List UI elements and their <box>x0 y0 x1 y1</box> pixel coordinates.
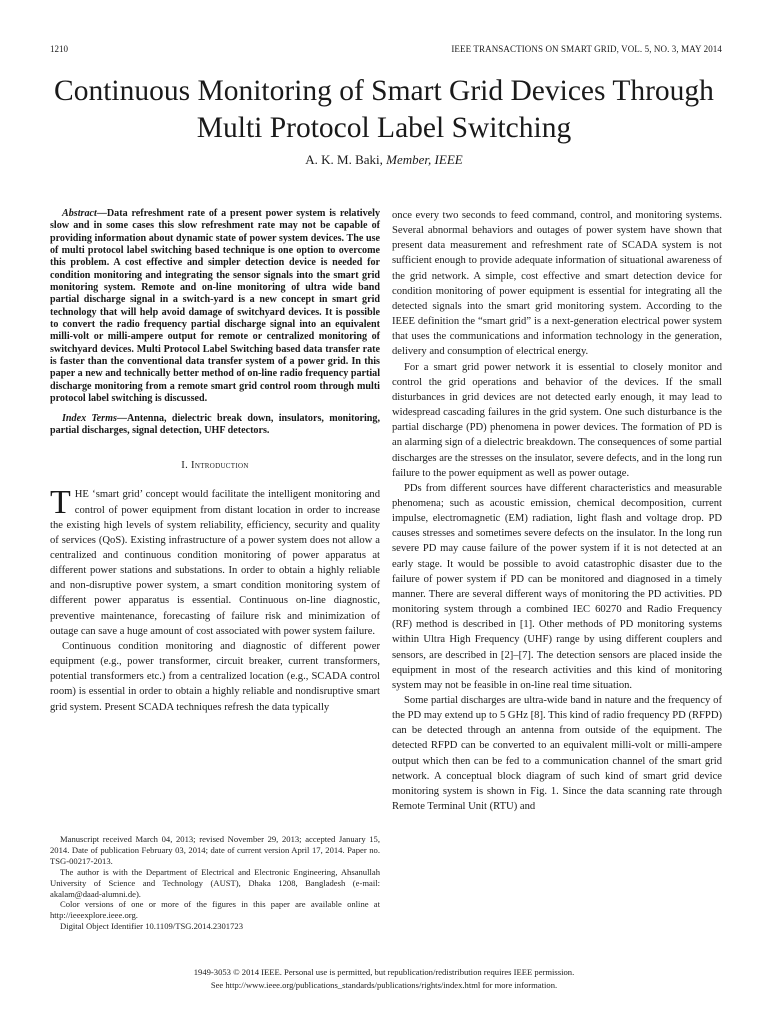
author-name: A. K. M. Baki, <box>305 152 383 167</box>
section-heading <box>50 458 380 473</box>
journal-header: IEEE TRANSACTIONS ON SMART GRID, VOL. 5, NO. 3, MAY 2014 <box>451 44 722 54</box>
copyright-notice <box>0 966 768 991</box>
right-paragraph-2: For a smart grid power network it is essential to closely monitor and control the grid operations and behavior of the devices. If the small disturbances in grid devices are not detected early enough, it may lead to widespread cascading failures in the grid system. One such disturbance is the partial discharge (PD) phenomena in power devices. The formation of PD is an alarming sign of a dielectric breakdown. The consequences of some partial discharges are the stresses on the insulator, severe defects, and in the long run failure to the power equipment as well as power outage. <box>392 361 722 479</box>
footnote-doi: Digital Object Identifier 10.1109/TSG.2014.2301723 <box>60 921 243 932</box>
section-number: I. <box>181 460 189 472</box>
page-number: 1210 <box>50 44 68 54</box>
index-terms <box>50 413 380 438</box>
author-line <box>0 152 768 168</box>
paper-title: Continuous Monitoring of Smart Grid Devices Through Multi Protocol Label Switching <box>54 75 714 144</box>
left-column <box>50 208 380 715</box>
right-paragraph-3: PDs from different sources have different characteristics and measurable phenomena; such as acoustic emission, chemical decomposition, current impulse, electromagnetic (EM) radiation, light flash and voltage drop. PD causes stresses and sometimes severe defects on the insulator. In the long run severe PD may cause failure of the power system if it is not detected at an early stage. It would be possible to avoid catastrophic disaster due to the failure of power system if PD can be monitored and diagnosed in a timely manner. There are several different ways of monitoring the PD activities. PD monitoring system through a combined IEC 60270 and Radio Frequency (RF) method is described in [1]. Other methods of PD monitoring systems within Ultra High Frequency (UHF) range by using different couplers and sensors, are described in [2]–[7]. The detection sensors are placed inside the equipment in most of the research activities and this kind of monitoring system may not be feasible in on-line real time situation. <box>392 482 722 691</box>
author-affiliation: Member, IEEE <box>386 152 463 167</box>
copyright-line-1: 1949-3053 © 2014 IEEE. Personal use is permitted, but republication/redistribution requires IEEE permission. <box>193 967 575 977</box>
copyright-line-2: See http://www.ieee.org/publications_standards/publications/rights/index.html for more information. <box>210 979 558 990</box>
intro-p1-text: HE ‘smart grid’ concept would facilitate the intelligent monitoring and control of power equipment from distant location in order to increase the existing high levels of system reliability, efficiency, security and quality of services (QoS). Existing infrastructure of a power system does not allow a centralized and continuous condition monitoring of power apparatus at different power stations and substations. In order to obtain a highly reliable and non-disruptive power system, a smart condition monitoring system of different power apparatus is essential. Continuous on-line diagnostic, preventive maintenance, forecasting of failure risk and minimization of outage can save a huge amount of cost associated with power system failure. <box>50 489 380 637</box>
intro-paragraph-2: Continuous condition monitoring and diagnostic of different power equipment (e.g., power transformer, circuit breaker, current transformers, potential transformers etc.) from a centralized location (e.g., SCADA control room) is essential in order to obtain a highly reliable and nondisruptive smart grid system. Present SCADA techniques refresh the data typically <box>50 640 380 713</box>
index-terms-text: —Antenna, dielectric break down, insulators, monitoring, partial discharges, signal detection, UHF detectors. <box>50 412 380 436</box>
right-column <box>392 208 722 814</box>
right-paragraph-4: Some partial discharges are ultra-wide band in nature and the frequency of the PD may extend up to 5 GHz [8]. This kind of radio frequency PD (RFPD) can be detected through an antenna from outside of the equipment. The detected RFPD can be converted to an equivalent milli-volt or milli-ampere output which then can be fed to a communication channel of the smart grid network. A conceptual block diagram of such kind of smart grid device monitoring system is shown in Fig. 1. Since the data scanning rate through Remote Terminal Unit (RTU) and <box>392 695 722 813</box>
footnote-author: The author is with the Department of Electrical and Electronic Engineering, Ahsanullah University of Science and Technology (AUST), Dhaka 1208, Bangladesh (e-mail: akalam@daad-alumni.de). <box>50 866 380 899</box>
abstract <box>50 208 380 406</box>
intro-paragraph-1 <box>50 484 380 639</box>
footnote-manuscript: Manuscript received March 04, 2013; revised November 29, 2013; accepted January 15, 2014. Date of publication February 03, 2014; date of current version April 17, 2014. Paper no. TSG-00217-2013. <box>50 834 380 866</box>
footnotes <box>50 834 380 932</box>
footnote-color: Color versions of one or more of the figures in this paper are available online at http://ieeexplore.ieee.org. <box>50 899 380 921</box>
drop-cap: T <box>50 484 71 522</box>
right-paragraph-1: once every two seconds to feed command, control, and monitoring systems. Several abnormal behaviors and outages of power system have shown that present data measurement and refreshment rate of SCADA system is not sufficient enough to provide adequate information of situational awareness of the grid network. A simple, cost effective and smart detection device for condition monitoring of power equipment is essential for integrating all the detected signals into the smart grid monitoring system. According to the IEEE definition the “smart grid” is a next-generation electrical power system that uses the communications and information technology in the generation, delivery and consumption of electrical energy. <box>392 210 722 358</box>
abstract-label: Abstract <box>62 208 97 219</box>
section-title: Introduction <box>191 460 249 472</box>
index-terms-label: Index Terms <box>62 412 117 424</box>
abstract-text: —Data refreshment rate of a present power system is relatively slow and in some cases this slow refreshment rate may not be capable of providing information about dynamic state of power system devices. The use of multi protocol label switching based technique is one option to overcome this problem. A cost effective and simpler detection device is needed for condition monitoring and integrating the sensor signals into the smart grid monitoring system. Remote and on-line monitoring of ultra wide band partial discharge signal in a switch-yard is a new concept in smart grid technology that will help avoid damage of switchyard devices. It is possible to convert the radio frequency partial discharge signal into an equivalent milli-volt or milli-ampere output for remote or centralized monitoring of switchyard devices. Multi Protocol Label Switching based data transfer rate is faster than the conventional data transfer system of a power grid. In this paper a new and technically better method of on-line radio frequency partial discharge monitoring from a remote smart grid control room through multi protocol label switching is discussed. <box>50 208 380 405</box>
